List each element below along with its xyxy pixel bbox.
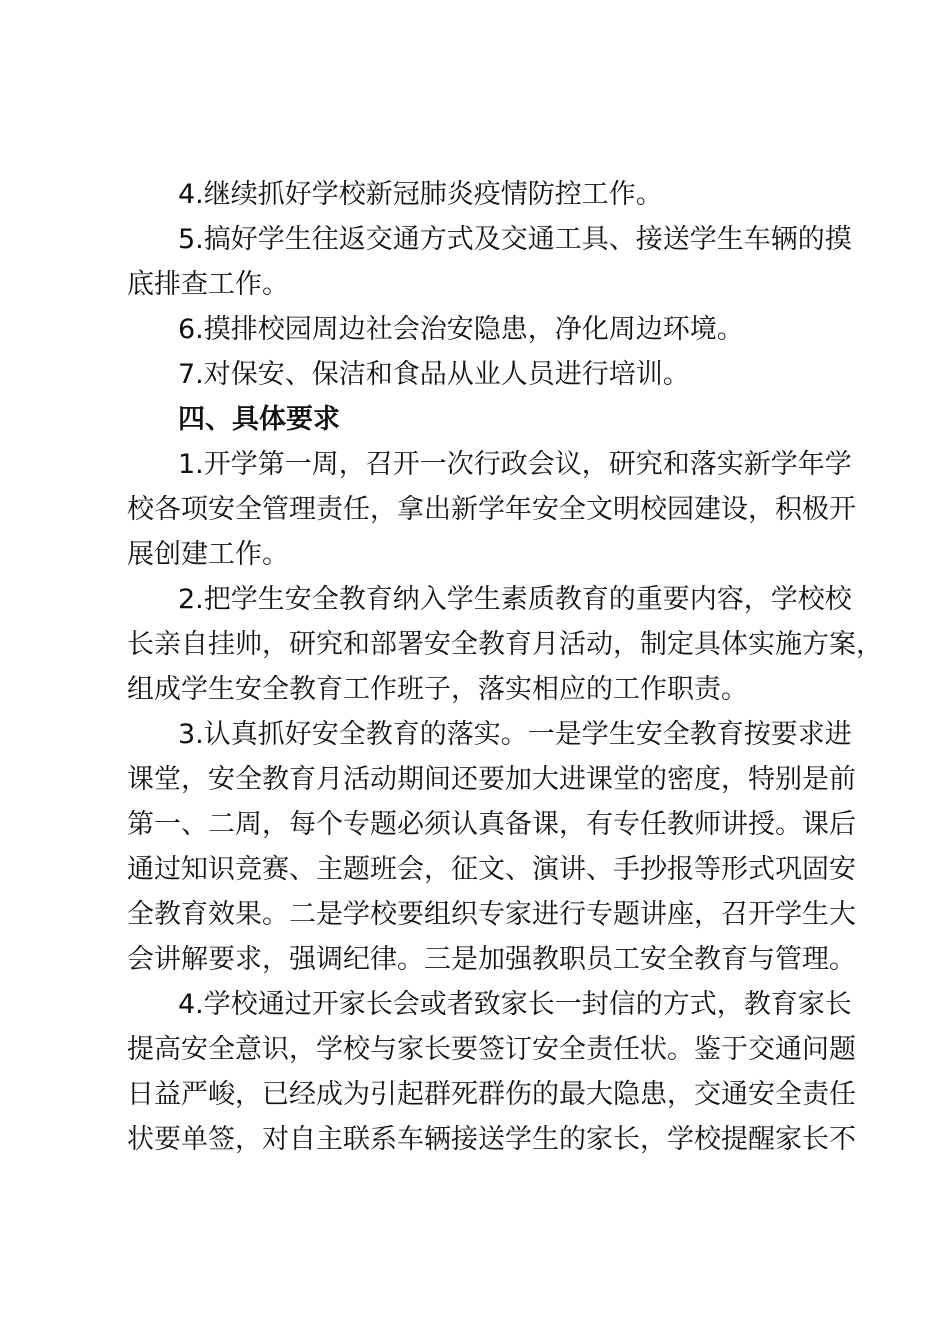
section-heading: 四、具体要求	[178, 404, 340, 435]
text-line: 第一、二周，每个专题必须认真备课，有专任教师讲授。课后	[127, 809, 856, 840]
text-line: 课堂，安全教育月活动期间还要加大进课堂的密度，特别是前	[127, 764, 856, 795]
text-line: 组成学生安全教育工作班子，落实相应的工作职责。	[127, 674, 748, 705]
text-line: 日益严峻，已经成为引起群死群伤的最大隐患，交通安全责任	[127, 1079, 856, 1110]
text-line: 5.搞好学生往返交通方式及交通工具、接送学生车辆的摸	[178, 224, 852, 255]
text-line: 全教育效果。二是学校要组织专家进行专题讲座，召开学生大	[127, 899, 856, 930]
text-line: 长亲自挂帅，研究和部署安全教育月活动，制定具体实施方案，	[127, 629, 883, 660]
text-line: 提高安全意识，学校与家长要签订安全责任状。鉴于交通问题	[127, 1034, 856, 1065]
text-line: 4.学校通过开家长会或者致家长一封信的方式，教育家长	[178, 989, 852, 1020]
text-line: 底排查工作。	[127, 269, 289, 300]
text-line: 2.把学生安全教育纳入学生素质教育的重要内容，学校校	[178, 584, 852, 615]
text-line: 6.摸排校园周边社会治安隐患，净化周边环境。	[178, 314, 744, 345]
text-line: 7.对保安、保洁和食品从业人员进行培训。	[178, 359, 690, 390]
text-line: 展创建工作。	[127, 539, 289, 570]
text-line: 状要单签，对自主联系车辆接送学生的家长，学校提醒家长不	[127, 1124, 856, 1155]
text-line: 校各项安全管理责任，拿出新学年安全文明校园建设，积极开	[127, 494, 856, 525]
text-line: 会讲解要求，强调纪律。三是加强教职员工安全教育与管理。	[127, 944, 856, 975]
text-line: 1.开学第一周，召开一次行政会议，研究和落实新学年学	[178, 449, 852, 480]
text-line: 4.继续抓好学校新冠肺炎疫情防控工作。	[178, 179, 663, 210]
text-line: 3.认真抓好安全教育的落实。一是学生安全教育按要求进	[178, 719, 852, 750]
text-line: 通过知识竞赛、主题班会，征文、演讲、手抄报等形式巩固安	[127, 854, 856, 885]
